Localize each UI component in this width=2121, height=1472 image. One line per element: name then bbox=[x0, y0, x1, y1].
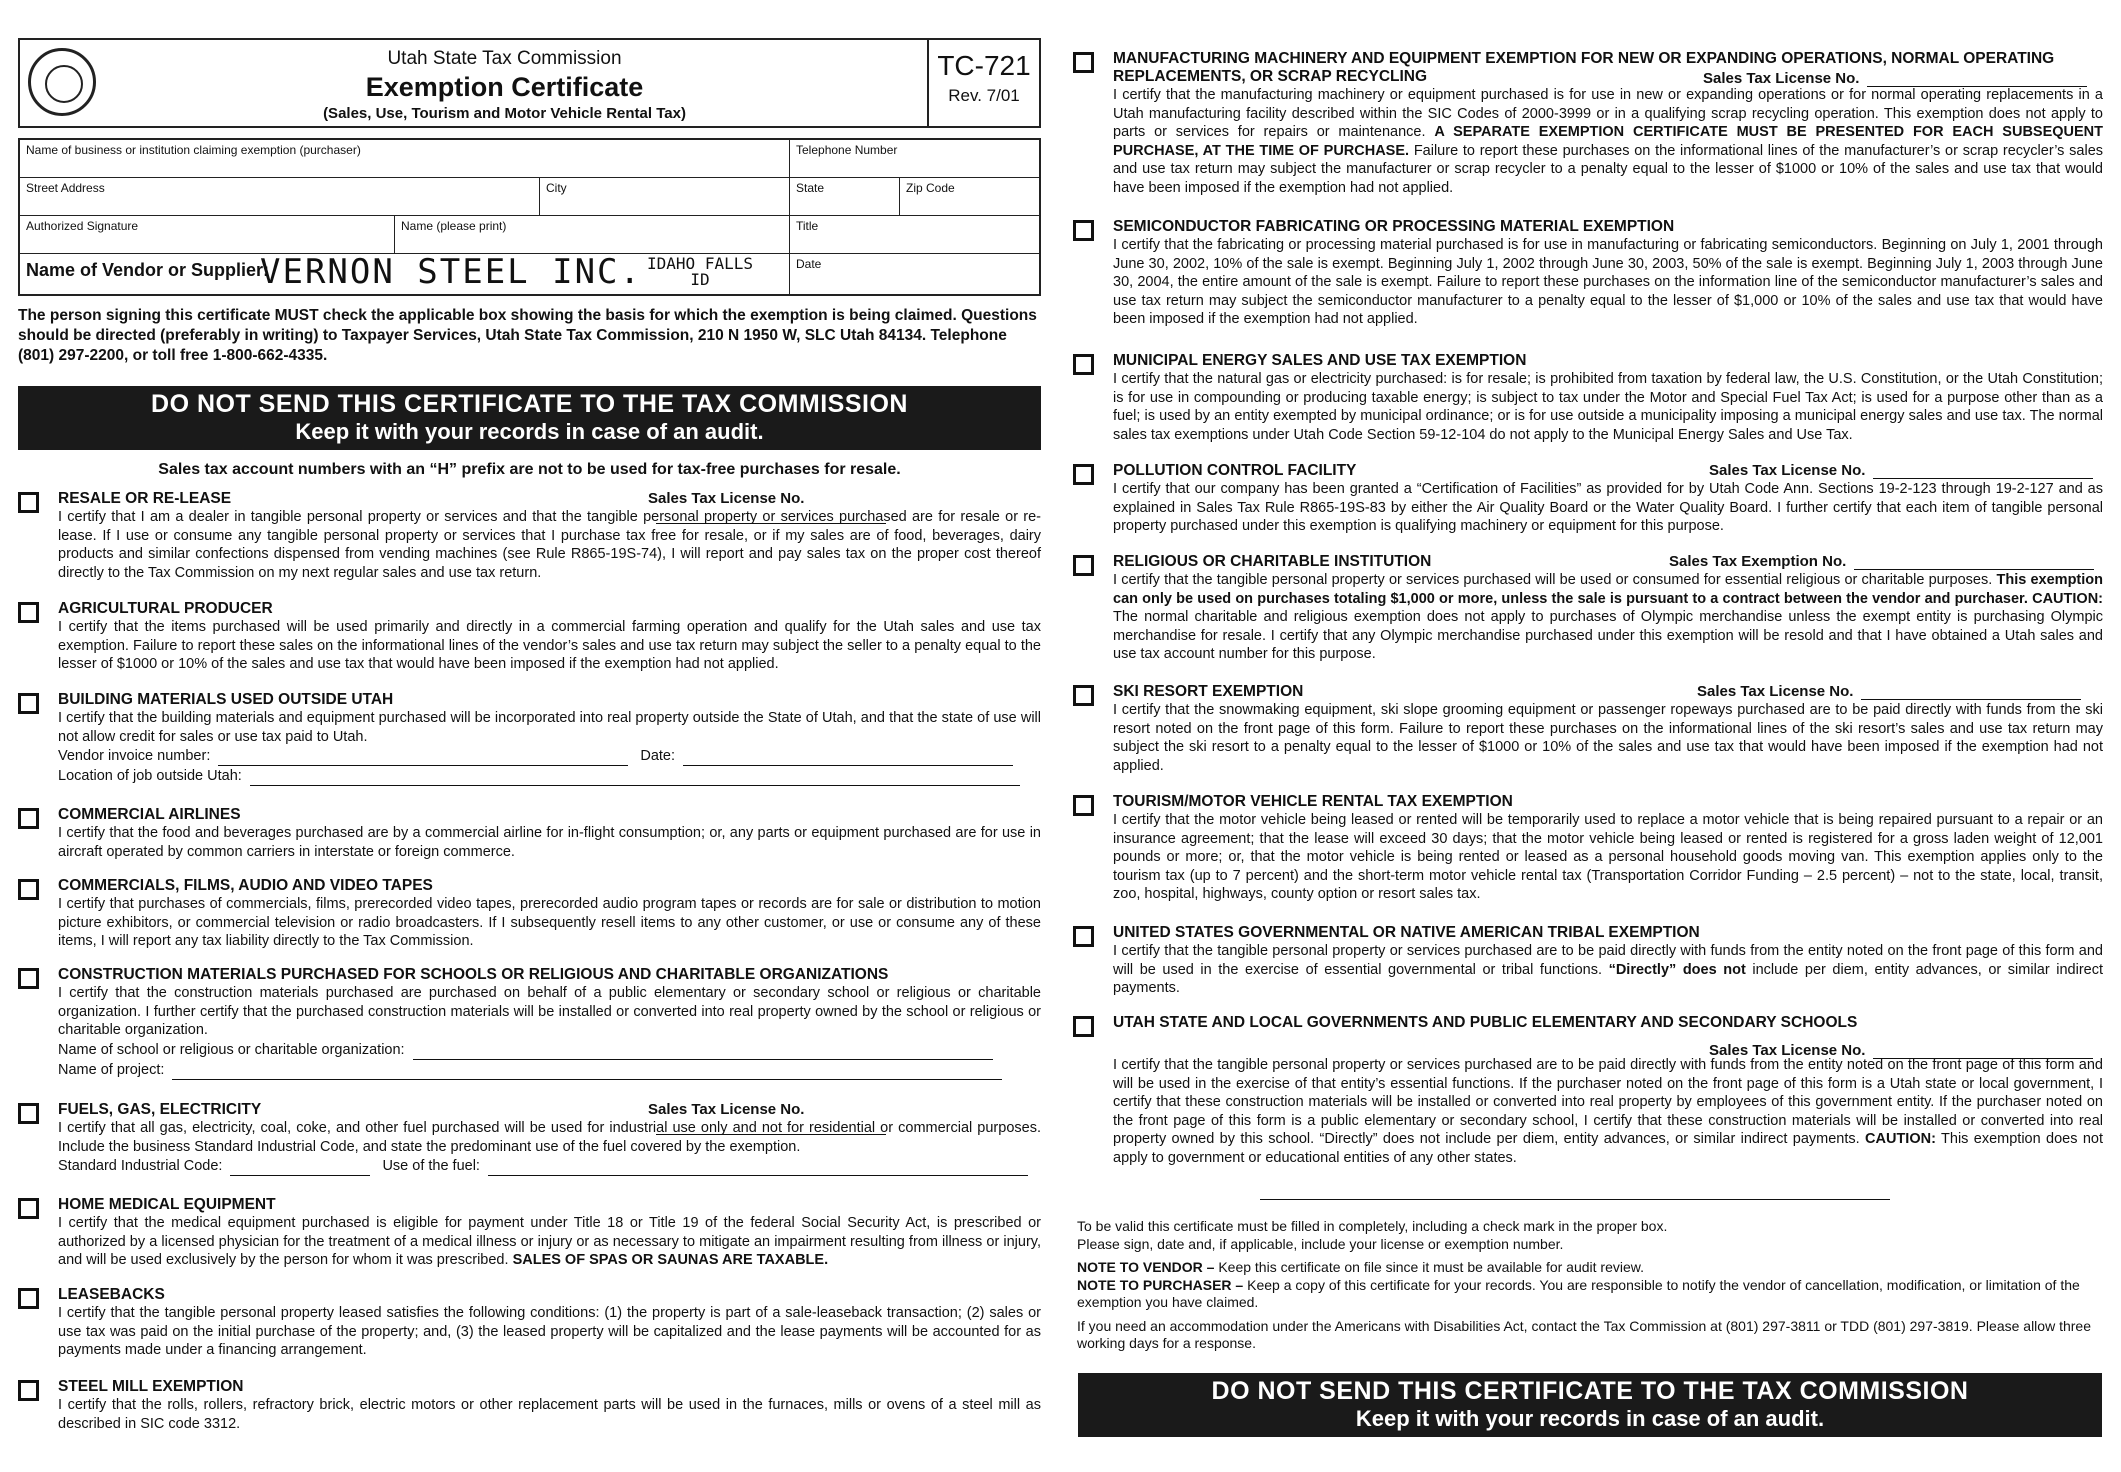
body-text-2: The normal charitable and religious exemption does not apply to purchases of Olympic merchandise unless the exempt entity is purchasing Olympic merchandise for resale. I certify that any Olympic merchandise purchased under this exemption will be resold and that I have obtained a Utah sales and use tax account number for this purpose. bbox=[1113, 609, 2103, 662]
city-label: City bbox=[546, 181, 567, 195]
fuel-use-input[interactable] bbox=[488, 1161, 1028, 1176]
section-resale bbox=[18, 490, 1041, 582]
exemption-label: Sales Tax Exemption No. bbox=[1669, 553, 1847, 570]
section-body: I certify that the construction materials purchased are purchased on behalf of a public elementary or secondary school or religious or charitable organization. I further certify that the purchased construction materials will be installed or converted into real property owned by the school or religious or charitable organization. bbox=[58, 985, 1041, 1038]
section-body: I certify that the snowmaking equipment, ski slope grooming equipment or passenger ropeways purchased are to be paid directly with funds from the ski resort noted on the front page of this form. Failure to report these purchases on the informational lines of the ski resort’s sales and use tax return may subject the ski resort to a penalty equal to the lesser of $1000 or 10% of the sales and use tax that would have been imposed if the exemption had not applied. bbox=[1113, 702, 2103, 774]
section-fuels bbox=[18, 1101, 1041, 1176]
airlines-checkbox[interactable] bbox=[18, 808, 39, 829]
do-not-send-banner-top bbox=[18, 386, 1041, 450]
section-body: I certify that the motor vehicle being leased or rented will be temporarily used to replace a motor vehicle that is being repaired pursuant to a repair or an insurance agreement; that the lease will exceed 30 days; that the motor vehicle being leased or rented is registered for a gross laden weight of 12,001 pounds or more; or, that the motor vehicle is being rented or leased as a personal household goods moving van. This exemption applies only to the tourism tax (up to 7 percent) and the short-term motor vehicle rental tax (Transportation Corridor Funding – 2.5 percent) – not to the state, local, transit, zoo, hospital, highways, county option or resort sales tax. bbox=[1113, 812, 2103, 902]
manufacturing-checkbox[interactable] bbox=[1073, 52, 1094, 73]
sign-note: Please sign, date and, if applicable, include your license or exemption number. bbox=[1077, 1235, 1564, 1252]
section-title: MANUFACTURING MACHINERY AND EQUIPMENT EXEMPTION FOR NEW OR EXPANDING OPERATIONS, NORMAL OPERATING REPLACEMENTS, OR SCRAP RECYCLING bbox=[1113, 50, 2055, 85]
section-title: COMMERCIALS, FILMS, AUDIO AND VIDEO TAPES bbox=[58, 877, 433, 894]
fuel-row bbox=[58, 1156, 1041, 1176]
agricultural-checkbox[interactable] bbox=[18, 602, 39, 623]
project-name-label: Name of project: bbox=[58, 1061, 165, 1078]
vendor-label: Name of Vendor or Supplier: bbox=[26, 260, 270, 280]
signature-label: Authorized Signature bbox=[26, 219, 139, 233]
banner-line-2: Keep it with your records in case of an audit. bbox=[295, 419, 764, 444]
license-no-field[interactable] bbox=[1703, 70, 2087, 87]
section-body bbox=[1113, 1056, 2103, 1167]
section-title: RESALE OR RE-LEASE bbox=[58, 490, 232, 507]
section-title: HOME MEDICAL EQUIPMENT bbox=[58, 1196, 276, 1213]
body-text: I certify that the tangible personal property or services purchased are to be paid directly with funds from the entity noted on the front page of this form and will be used in the exercise of that entity’s essential functions. If the purchaser noted on the front page of this form is a Utah state or local government, I certify that these construction materials will be installed or converted into real property by employees of this government entity. If the purchaser noted on the front page of this form is a public elementary or secondary school, I certify that these construction materials will be installed or converted into real property owned by this school. “Directly” does not include per diem, entity advances, or similar indirect payments. bbox=[1113, 1057, 2103, 1147]
body-text-2: include per diem, entity advances, or similar indirect payments. bbox=[1113, 961, 2104, 996]
tourism-checkbox[interactable] bbox=[1073, 795, 1094, 816]
zip-field[interactable] bbox=[900, 178, 1039, 216]
section-religious-charitable bbox=[1073, 553, 2103, 664]
title-field[interactable] bbox=[790, 216, 1039, 254]
section-body: I certify that the items purchased will be used primarily and directly in a commercial farming operation and qualify for the Utah sales and use tax exemption. Failure to report these sales on the informational lines of the vendor’s sales and use tax return may subject the seller to a penalty equal to the lesser of $1000 or 10% of the sales and use tax that would have been imposed if the exemption had not applied. bbox=[58, 619, 1041, 672]
body-text-2: Failure to report these purchases on the informational lines of the manufacturer’s or scrap recycler’s sales and use tax return may subject the manufacturer or scrap recycler to a penalty equal to the lesser of $1000 or 10% of the sales and use tax that would have been imposed if the exemption had not applied. bbox=[1113, 142, 2104, 196]
section-body: I certify that the rolls, rollers, refractory brick, electric motors or other replacement parts will be used in the furnaces, mills or ovens of a steel mill as described in SIC code 3312. bbox=[58, 1397, 1041, 1432]
job-location-row bbox=[58, 766, 1041, 786]
body-text: I certify that the tangible personal property or services purchased are to be paid directly with funds from the entity noted on the front page of this form and will be used in the exercise of essential governmental or tribal functions. bbox=[1113, 943, 2103, 978]
footer-notes bbox=[1077, 1218, 2104, 1353]
section-agricultural bbox=[18, 600, 1041, 674]
section-title: RELIGIOUS OR CHARITABLE INSTITUTION bbox=[1113, 553, 1432, 570]
section-body: I certify that the natural gas or electricity purchased: is for resale; is prohibited from taxation by federal law, the U.S. Constitution, or the Utah Constitution; is for use in compounding or producing taxable energy; is subject to tax under the Motor and Special Fuel Tax Act; is used for a purpose other than as a fuel; is used by an entity exempted by municipal ordinance; or is for use outside a municipality imposing a municipal energy sales and use tax. The normal sales tax exemptions under Utah Code Section 59-12-104 do not apply to the Municipal Energy Sales and Use Tax. bbox=[1113, 371, 2103, 443]
body-text: I certify that the manufacturing machinery or equipment purchased is for use in new or expanding operations or for normal operating replacements in a Utah manufacturing facility described within the SIC Codes of 2000-3999 or in a qualifying scrap recycling operation. This exemption does not apply to parts or services for repairs or maintenance. bbox=[1113, 87, 2103, 140]
city-field[interactable] bbox=[540, 178, 790, 216]
street-address-field[interactable] bbox=[20, 178, 540, 216]
state-field[interactable] bbox=[790, 178, 900, 216]
fuels-checkbox[interactable] bbox=[18, 1103, 39, 1124]
section-body: I certify that the tangible personal property leased satisfies the following conditions: (1) the property is part of a sale-leaseback transaction; (2) sales or use tax was paid on the initial purchase of the property; and, (3) the leased property will be capitalized and the lease payments will be accounted for as payments made under a financing arrangement. bbox=[58, 1305, 1041, 1358]
license-label: Sales Tax License No. bbox=[1709, 462, 1866, 479]
ski-resort-checkbox[interactable] bbox=[1073, 685, 1094, 706]
purchaser-note-heading: NOTE TO PURCHASER – bbox=[1077, 1276, 1244, 1293]
vendor-invoice-input[interactable] bbox=[218, 751, 628, 766]
license-no-field[interactable] bbox=[1709, 462, 2093, 479]
license-label: Sales Tax License No. bbox=[648, 490, 805, 507]
body-bold-text: A SEPARATE EXEMPTION CERTIFICATE MUST BE PRESENTED FOR EACH SUBSEQUENT PURCHASE, AT THE TIME OF PURCHASE. bbox=[1113, 124, 2104, 159]
date-label: Date bbox=[796, 257, 822, 271]
section-title: TOURISM/MOTOR VEHICLE RENTAL TAX EXEMPTION bbox=[1113, 793, 1513, 810]
section-title: LEASEBACKS bbox=[58, 1286, 165, 1303]
license-label: Sales Tax License No. bbox=[1703, 70, 1860, 87]
street-address-label: Street Address bbox=[26, 181, 105, 195]
purchaser-note-text: Keep a copy of this certificate for your records. You are responsible to notify the vendor of cancellation, modification, or limitation of the exemption you have claimed. bbox=[1077, 1276, 2080, 1310]
leasebacks-checkbox[interactable] bbox=[18, 1288, 39, 1309]
vendor-note bbox=[1077, 1259, 2104, 1277]
exemption-no-field[interactable] bbox=[1669, 553, 2094, 570]
section-title: POLLUTION CONTROL FACILITY bbox=[1113, 462, 1357, 479]
commercials-checkbox[interactable] bbox=[18, 879, 39, 900]
section-municipal-energy bbox=[1073, 352, 2103, 444]
section-semiconductor bbox=[1073, 218, 2103, 329]
license-line bbox=[1861, 685, 2081, 700]
license-line bbox=[656, 509, 886, 524]
intro-instructions: The person signing this certificate MUST check the applicable box showing the basis for which the exemption is being claimed. Questions should be directed (preferably in writing) to Taxpayer Services, Utah State Tax Commission, 210 N 1950 W, SLC Utah 84134. Telephone (801) 297-2200, or toll free 1-800-662-4335. bbox=[18, 307, 1037, 364]
body-text: I certify that the medical equipment purchased is eligible for payment under Title 18 or Title 19 of the federal Social Security Act, is prescribed or authorized by a licensed physician for the treatment of a medical illness or injury or as necessary to mitigate an impairment resulting from illness or injury, and will be used exclusively by the person for whom it was prescribed. bbox=[58, 1215, 1041, 1268]
license-no-field[interactable] bbox=[648, 490, 1041, 524]
banner-line-1: DO NOT SEND THIS CERTIFICATE TO THE TAX COMMISSION bbox=[151, 390, 908, 418]
section-body: I certify that the fabricating or processing material purchased is for use in manufacturing or fabricating semiconductors. Beginning on July 1, 2001 through June 30, 2002, 10% of the sale is exempt. Beginning July 1, 2002 through June 30, 2003, 50% of the sale is exempt. Beginning July 1, 2003 through June 30, 2004, the entire amount of the sale is exempt. Failure to report these purchases on the information line of the semiconductor manufacturer’s sales and use tax return may subject the semiconductor manufacturer to a penalty equal to the lesser of $1,000 or 10% of the sales and use tax that would have been imposed if the exemption had not applied. bbox=[1113, 237, 2103, 327]
license-no-field[interactable] bbox=[1697, 683, 2081, 700]
invoice-date-input[interactable] bbox=[683, 751, 1013, 766]
license-label: Sales Tax License No. bbox=[648, 1101, 805, 1118]
section-title: SEMICONDUCTOR FABRICATING OR PROCESSING MATERIAL EXEMPTION bbox=[1113, 218, 1675, 235]
header-titles bbox=[100, 48, 909, 122]
state-label: State bbox=[796, 181, 825, 195]
section-building-materials bbox=[18, 691, 1041, 786]
section-commercials bbox=[18, 877, 1041, 951]
zip-label: Zip Code bbox=[906, 181, 955, 195]
steel-mill-checkbox[interactable] bbox=[18, 1380, 39, 1401]
job-location-input[interactable] bbox=[250, 771, 1020, 786]
school-name-row bbox=[58, 1040, 1041, 1060]
section-body bbox=[1113, 86, 2103, 197]
section-body: I certify that the building materials and equipment purchased will be incorporated into real property outside the State of Utah, and that the state of use will not allow credit for sales or use tax paid to Utah. bbox=[58, 710, 1041, 745]
section-title: UNITED STATES GOVERNMENTAL OR NATIVE AMERICAN TRIBAL EXEMPTION bbox=[1113, 924, 1700, 941]
license-no-field[interactable] bbox=[1709, 1042, 2093, 1059]
form-title: Exemption Certificate bbox=[365, 72, 644, 102]
school-name-label: Name of school or religious or charitable organization: bbox=[58, 1041, 405, 1058]
business-name-label: Name of business or institution claiming exemption (purchaser) bbox=[26, 143, 361, 157]
print-name-field[interactable] bbox=[395, 216, 790, 254]
section-title: STEEL MILL EXEMPTION bbox=[58, 1378, 244, 1395]
construction-checkbox[interactable] bbox=[18, 968, 39, 989]
date-field[interactable] bbox=[790, 254, 1039, 294]
section-title: MUNICIPAL ENERGY SALES AND USE TAX EXEMPTION bbox=[1113, 352, 1527, 369]
vendor-invoice-label: Vendor invoice number: bbox=[58, 748, 211, 764]
vendor-state: ID bbox=[690, 270, 710, 289]
vendor-invoice-row bbox=[58, 746, 1041, 766]
form-revision: Rev. 7/01 bbox=[948, 86, 1020, 105]
section-title: FUELS, GAS, ELECTRICITY bbox=[58, 1101, 262, 1118]
form-number-box bbox=[927, 40, 1039, 126]
print-name-label: Name (please print) bbox=[401, 219, 507, 233]
body-bold-text: CAUTION: bbox=[1865, 1131, 1936, 1147]
title-label: Title bbox=[796, 219, 819, 233]
section-airlines bbox=[18, 806, 1041, 861]
section-body bbox=[58, 1214, 1041, 1270]
project-name-input[interactable] bbox=[172, 1065, 1002, 1080]
license-line bbox=[1867, 72, 2087, 87]
section-body: I certify that I am a dealer in tangible personal property or services and that the tangible personal property or services purchased are for resale or re-lease. If I use or consume any tangible personal property or services that I purchase tax free for resale, or if my sales are of food, beverages, dairy products and similar confections dispensed from vending machines (see Rule R865-19S-74), I will report and pay sales tax on the proper cost thereof directly to the Tax Commission on my next regular sales and use tax return. bbox=[58, 509, 1041, 581]
agency-name: Utah State Tax Commission bbox=[387, 48, 622, 69]
section-body: I certify that purchases of commercials, films, prerecorded video tapes, prerecorded audio program tapes or records are for sale or distribution to motion picture exhibitors, or commercial television or radio broadcasters. If I subsequently resell items to any other customer, or use or consume any of these items, I will report any tax liability directly to the Tax Commission. bbox=[58, 896, 1041, 949]
license-label: Sales Tax License No. bbox=[1697, 683, 1854, 700]
vendor-field[interactable] bbox=[20, 254, 790, 294]
license-line bbox=[1873, 464, 2093, 479]
telephone-field[interactable] bbox=[790, 140, 1039, 178]
section-title: BUILDING MATERIALS USED OUTSIDE UTAH bbox=[58, 691, 394, 708]
us-government-checkbox[interactable] bbox=[1073, 926, 1094, 947]
banner-line-1: DO NOT SEND THIS CERTIFICATE TO THE TAX COMMISSION bbox=[1211, 1377, 1969, 1405]
form-number: TC-721 bbox=[937, 50, 1031, 81]
utah-government-checkbox[interactable] bbox=[1073, 1016, 1094, 1037]
municipal-energy-checkbox[interactable] bbox=[1073, 354, 1094, 375]
form-subtitle: (Sales, Use, Tourism and Motor Vehicle Rental Tax) bbox=[323, 105, 686, 122]
exemption-line bbox=[1854, 555, 2094, 570]
purchaser-note bbox=[1077, 1277, 2104, 1312]
license-line bbox=[1873, 1044, 2093, 1059]
vendor-note-heading: NOTE TO VENDOR – bbox=[1077, 1259, 1215, 1275]
project-name-row bbox=[58, 1060, 1041, 1080]
license-no-field[interactable] bbox=[648, 1101, 1041, 1135]
semiconductor-checkbox[interactable] bbox=[1073, 220, 1094, 241]
section-title: CONSTRUCTION MATERIALS PURCHASED FOR SCHOOLS OR RELIGIOUS AND CHARITABLE ORGANIZATIONS bbox=[58, 966, 889, 983]
section-title: UTAH STATE AND LOCAL GOVERNMENTS AND PUBLIC ELEMENTARY AND SECONDARY SCHOOLS bbox=[1113, 1014, 1858, 1031]
section-body: I certify that our company has been granted a “Certification of Facilities” as provided for by Utah Code Ann. Sections 19-2-123 through 19-2-127 and as explained in Sales Tax Rule R865-19S-83 by either the Air Quality Board or the Water Quality Board. I further certify that each item of tangible personal property purchased under this exemption is qualifying machinery or equipment for this purpose. bbox=[1113, 481, 2103, 534]
section-title: SKI RESORT EXEMPTION bbox=[1113, 683, 1304, 700]
purchaser-info-grid bbox=[18, 138, 1041, 296]
section-body: I certify that the food and beverages purchased are by a commercial airline for in-flight consumption; or, any parts or equipment purchased are for use in aircraft operated by common carriers in interstate or foreign commerce. bbox=[58, 825, 1041, 860]
valid-note: To be valid this certificate must be filled in completely, including a check mark in the proper box. bbox=[1077, 1218, 1668, 1234]
section-us-government bbox=[1073, 924, 2103, 998]
body-bold-text: This exemption can only be used on purchases totaling $1,000 or more, unless the sale is pursuant to a contract between the vendor and purchaser. CAUTION: bbox=[1113, 572, 2103, 607]
ada-note: If you need an accommodation under the Americans with Disabilities Act, contact the Tax Commission at (801) 297-3811 or TDD (801) 297-3819. Please allow three working days for a response. bbox=[1077, 1317, 2091, 1351]
pollution-control-checkbox[interactable] bbox=[1073, 464, 1094, 485]
home-medical-checkbox[interactable] bbox=[18, 1198, 39, 1219]
section-construction-materials bbox=[18, 966, 1041, 1080]
banner-line-2: Keep it with your records in case of an audit. bbox=[1355, 1406, 1825, 1431]
telephone-label: Telephone Number bbox=[796, 143, 898, 157]
section-body: I certify that all gas, electricity, coal, coke, and other fuel purchased will be used for industrial use only and not for residential or commercial purposes. Include the business Standard Industrial Code, and state the predominant use of the fuel covered by the exemption. bbox=[58, 1120, 1041, 1155]
section-body bbox=[1113, 571, 2103, 664]
signature-divider bbox=[1260, 1199, 1890, 1200]
section-title: COMMERCIAL AIRLINES bbox=[58, 806, 241, 823]
license-line bbox=[656, 1120, 886, 1135]
vendor-name-handwritten: VERNON STEEL INC. bbox=[260, 252, 642, 292]
vendor-note-text: Keep this certificate on file since it must be available for audit review. bbox=[1218, 1259, 1644, 1275]
vendor-location-handwritten bbox=[620, 256, 780, 288]
section-tourism-rental bbox=[1073, 793, 2103, 904]
section-utah-government bbox=[1073, 1014, 2103, 1167]
resale-checkbox[interactable] bbox=[18, 492, 39, 513]
job-location-label: Location of job outside Utah: bbox=[58, 768, 242, 784]
section-title: AGRICULTURAL PRODUCER bbox=[58, 600, 273, 617]
sic-label: Standard Industrial Code: bbox=[58, 1158, 223, 1174]
section-steel-mill bbox=[18, 1378, 1041, 1433]
do-not-send-banner-bottom bbox=[1078, 1373, 2102, 1437]
section-pollution-control bbox=[1073, 462, 2103, 536]
section-ski-resort bbox=[1073, 683, 2103, 775]
invoice-date-label: Date: bbox=[640, 748, 676, 764]
vendor-city: IDAHO FALLS bbox=[647, 254, 753, 273]
building-materials-checkbox[interactable] bbox=[18, 693, 39, 714]
section-manufacturing bbox=[1073, 50, 2103, 197]
sic-input[interactable] bbox=[230, 1161, 370, 1176]
section-body bbox=[1113, 942, 2103, 998]
body-bold-text: SALES OF SPAS OR SAUNAS ARE TAXABLE. bbox=[512, 1252, 829, 1268]
body-bold-text: “Directly” does not bbox=[1608, 961, 1746, 978]
section-home-medical bbox=[18, 1196, 1041, 1270]
h-prefix-note: Sales tax account numbers with an “H” prefix are not to be used for tax-free purchases for resale. bbox=[158, 461, 901, 478]
body-text-2: This exemption does not apply to government or educational entities of any other states. bbox=[1113, 1131, 2104, 1166]
state-seal-icon bbox=[28, 48, 96, 116]
business-name-field[interactable] bbox=[20, 140, 790, 178]
signature-field[interactable] bbox=[20, 216, 395, 254]
fuel-use-label: Use of the fuel: bbox=[382, 1158, 480, 1174]
religious-checkbox[interactable] bbox=[1073, 555, 1094, 576]
license-label: Sales Tax License No. bbox=[1709, 1042, 1866, 1059]
section-leasebacks bbox=[18, 1286, 1041, 1360]
form-header bbox=[18, 38, 1041, 128]
body-text: I certify that the tangible personal property or services purchased will be used or consumed for essential religious or charitable purposes. bbox=[1113, 572, 1993, 588]
school-name-input[interactable] bbox=[413, 1045, 993, 1060]
